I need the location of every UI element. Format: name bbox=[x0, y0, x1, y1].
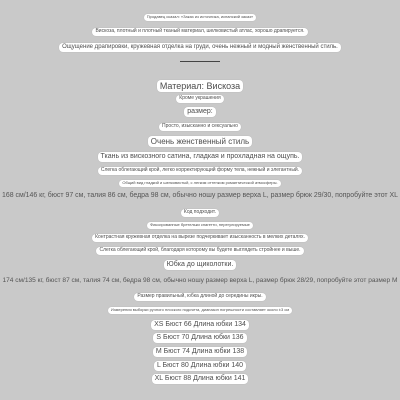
feminine-style: Очень женственный стиль bbox=[148, 136, 252, 147]
text-line bbox=[0, 293, 400, 301]
size-label: размер: bbox=[184, 107, 215, 117]
text-line bbox=[0, 43, 400, 52]
fit-description: Слегка облегающий крой, легко корректирующий форму тела, нежный и элегантный. bbox=[98, 167, 302, 175]
text-line bbox=[0, 209, 400, 217]
model-measurements-2: 174 см/135 кг, бюст 87 см, талия 74 см, бедра 98 см, обычно ношу размер верха L, размер брюк 28/29, попробуйте этот размер M bbox=[2, 277, 398, 284]
text-line bbox=[0, 260, 400, 270]
text-line bbox=[0, 222, 400, 229]
style-note: Просто, изысканно и сексуально bbox=[159, 123, 241, 131]
divider bbox=[180, 61, 220, 62]
size-row bbox=[0, 347, 400, 357]
satin-description: Ткань из вискозного сатина, гладкая и прохладная на ощупь. bbox=[98, 152, 303, 162]
text-line bbox=[0, 14, 400, 21]
seller-note: Продавец сказал: «Заказ из источника, испанский заказ» bbox=[144, 14, 256, 21]
lace-trim-note: Контрастная кружевная отделка на вырезе подчеркивает изысканность в мелких деталях. bbox=[92, 234, 308, 242]
size-correct-note: Размер правильный, юбка длиной до середины икры. bbox=[134, 293, 265, 301]
size-row bbox=[0, 333, 400, 343]
text-line bbox=[0, 192, 400, 200]
text-line bbox=[0, 95, 400, 103]
text-line bbox=[0, 123, 400, 131]
slim-fit-note: Слегка облегающий крой, благодаря которому вы будете выглядеть стройнее и выше. bbox=[96, 247, 303, 255]
text-line bbox=[0, 277, 400, 285]
size-row bbox=[0, 374, 400, 384]
text-line bbox=[0, 152, 400, 162]
text-line bbox=[0, 80, 400, 92]
overall-look: Общий вид гладкий и шелковистый, с легким оттенком романтической атмосферы. bbox=[119, 180, 280, 187]
text-line bbox=[0, 136, 400, 147]
material-heading: Материал: Вискоза bbox=[157, 80, 243, 92]
strap-note: Фиксированные бретельки спагетти, нерегулируемые bbox=[147, 222, 253, 229]
model-measurements-1: 168 см/146 кг, бюст 97 см, талия 86 см, бедра 98 см, обычно ношу размер верха L, размер брюк 29/30, попробуйте этот XL bbox=[1, 192, 398, 199]
size-xs: XS Бюст 66 Длина юбки 134 bbox=[151, 320, 249, 330]
size-s: S Бюст 70 Длина юбки 136 bbox=[153, 333, 246, 343]
text-line bbox=[0, 247, 400, 255]
size-m: M Бюст 74 Длина юбки 138 bbox=[153, 347, 247, 357]
size-l: L Бюст 80 Длина юбки 140 bbox=[154, 361, 246, 371]
text-line bbox=[0, 307, 400, 314]
text-line bbox=[0, 180, 400, 187]
measurement-note: Измерения выборки ручного плоского подсчета, диапазон погрешности составляет около ±3 см bbox=[108, 307, 292, 314]
drape-description: Ощущение драпировки, кружевная отделка на груди, очень нежный и модный женственный стиль. bbox=[59, 43, 341, 52]
fabric-description: Вискоза, плотный и плотный тканый материал, шелковистый атлас, хорошо драпируется. bbox=[92, 28, 307, 36]
text-line bbox=[0, 167, 400, 175]
text-line bbox=[0, 107, 400, 117]
size-row bbox=[0, 320, 400, 330]
size-row bbox=[0, 361, 400, 371]
text-line bbox=[0, 234, 400, 242]
skirt-length: Юбка до щиколотки. bbox=[164, 260, 237, 270]
text-line bbox=[0, 28, 400, 36]
size-xl: XL Бюст 88 Длина юбки 141 bbox=[152, 374, 249, 384]
size-fits: Код подходит. bbox=[181, 209, 219, 217]
except-decoration: Кроме украшения bbox=[176, 95, 223, 103]
